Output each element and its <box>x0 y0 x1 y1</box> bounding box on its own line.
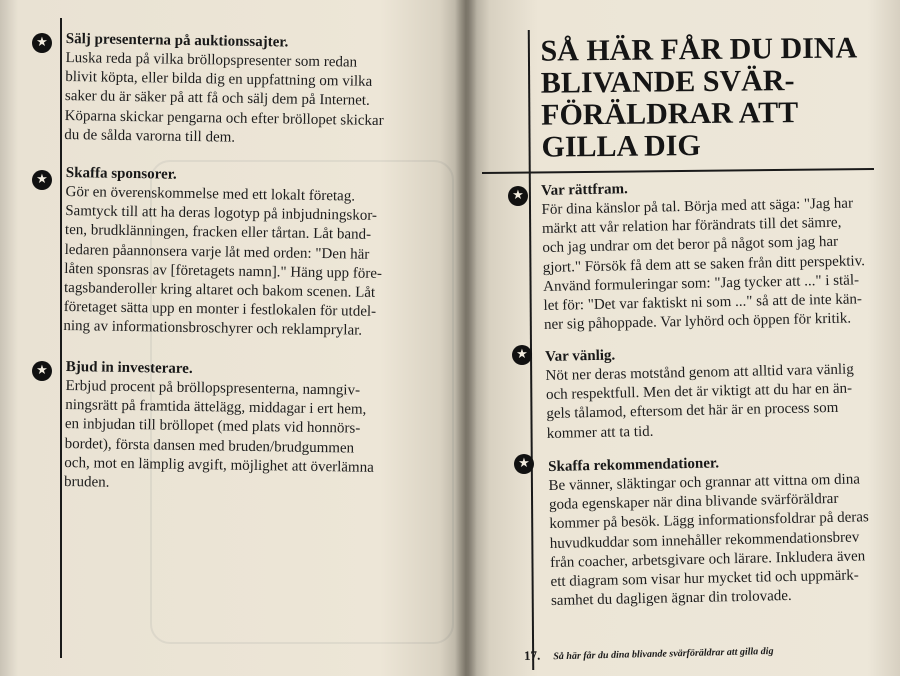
body-line: bordet), första dansen med bruden/brudgummen <box>64 435 355 457</box>
section-be-kind <box>545 341 872 444</box>
section-body <box>541 194 869 335</box>
body-line: Samtyck till att ha deras logotyp på inbjudningskor- <box>65 203 378 225</box>
left-vertical-rule <box>60 18 62 658</box>
star-bullet-icon: ★ <box>514 454 534 474</box>
body-line: och respektfull. Men det är viktigt att du har en än- <box>545 380 853 404</box>
body-line: huvudkuddar som innehåller rekommendationsbrev <box>549 529 860 552</box>
body-line: tagsbanderoller kring altaret och bakom scenen. Låt <box>63 280 376 301</box>
star-bullet-icon: ★ <box>32 170 52 190</box>
body-line: och jag undrar om det beror på något som jag har <box>542 234 839 257</box>
body-line: Erbjud procent på bröllopspresenterna, namngiv- <box>65 377 361 399</box>
star-bullet-icon: ★ <box>508 186 528 206</box>
section-sponsors <box>63 164 426 342</box>
title-line: FÖRÄLDRAR ATT <box>540 95 799 132</box>
body-line: ledaren påannonsera varje låt med orden: "Den här <box>64 241 370 263</box>
body-line: saker du är säker på att få och sälj dem på Internet. <box>64 88 370 110</box>
section-body <box>545 360 872 444</box>
body-line: företaget sätta upp en monter i festlokalen för utdel- <box>63 299 377 321</box>
body-line: låten sponsras av [företagets namn]." Häng upp före- <box>64 260 383 282</box>
body-line: blivit köpta, eller bilda dig en uppfattning om vilka <box>65 69 373 91</box>
section-heading: Sälj presenterna på auktionssajter. <box>65 30 289 51</box>
body-line: en inbjudan till bröllopet (med plats vid honnörs- <box>64 416 361 438</box>
section-heading: Skaffa sponsorer. <box>65 164 177 183</box>
page-number: 17. <box>523 647 541 663</box>
body-line: ett diagram som visar hur mycket tid och uppmärk- <box>550 567 859 590</box>
section-body <box>63 183 425 342</box>
title-line: SÅ HÄR FÅR DU DINA <box>540 31 858 68</box>
body-line: Nöt ner deras motstånd genom att alltid vara vänlig <box>545 361 854 384</box>
body-line: Luska reda på vilka bröllopspresenter som redan <box>65 49 358 71</box>
body-line: kommer på besök. Lägg informationsfoldrar på deras <box>549 509 869 533</box>
section-be-direct <box>541 175 869 335</box>
body-line: ten, brudklänningen, fracken eller tårtan. Låt band- <box>64 222 372 244</box>
body-line: Be vänner, släktingar och grannar att vittna om dina <box>548 471 861 494</box>
body-line: märkt att vår relation har förändrats till det sämre, <box>541 214 842 238</box>
body-line: samhet du dagligen ägnar din trolovade. <box>550 588 792 610</box>
body-line: ningsrätt på framtida ättelägg, middagar i ert hem, <box>65 397 367 418</box>
body-line: kommer att ta tid. <box>546 423 654 442</box>
section-heading: Bjud in investerare. <box>65 358 193 377</box>
section-heading: Skaffa rekommendationer. <box>548 455 720 475</box>
section-heading: Var vänlig. <box>545 347 616 365</box>
body-line: du de sålda varorna till dem. <box>64 126 236 146</box>
body-line: let för: "Det var faktiskt ni som ..." så att de inte kän- <box>543 291 863 314</box>
title-line: BLIVANDE SVÄR- <box>540 64 795 100</box>
section-recommendations <box>548 451 876 611</box>
body-line: Köparna skickar pengarna och efter bröllopet skickar <box>64 107 384 129</box>
section-body <box>64 49 425 151</box>
body-line: För dina känslor på tal. Börja med att säga: "Jag har <box>541 195 854 218</box>
body-line: Gör en överenskommelse med ett lokalt företag. <box>65 183 356 205</box>
body-line: goda egenskaper när dina blivande svärföräldrar <box>548 491 839 514</box>
body-line: och, mot en lämplig avgift, möjlighet att överlämna <box>64 454 374 476</box>
section-body <box>548 470 876 611</box>
body-line: Använd formuleringar som: "Jag tycker att ..." i stäl- <box>543 272 860 295</box>
book-gutter <box>455 0 477 676</box>
section-heading: Var rättfram. <box>541 181 628 199</box>
star-bullet-icon: ★ <box>32 361 52 381</box>
section-body <box>64 377 426 498</box>
star-bullet-icon: ★ <box>32 33 52 53</box>
body-line: gjort." Försök få dem att se saken från ditt perspektiv. <box>542 252 866 276</box>
running-head: Så här får du dina blivande svärföräldrar att gilla dig <box>553 645 774 663</box>
section-investors <box>64 358 426 498</box>
body-line: bruden. <box>63 474 110 491</box>
section-sell-gifts <box>64 30 426 151</box>
star-bullet-icon: ★ <box>512 345 532 365</box>
title-line: GILLA DIG <box>541 129 701 164</box>
body-line: från coacher, arbetsgivare och lärare. Inkludera även <box>550 548 866 571</box>
body-line: ner sig påhoppade. Var lyhörd och öppen för kritik. <box>543 310 852 334</box>
body-line: ning av informationsbroschyrer och reklamprylar. <box>63 318 363 340</box>
body-line: gels tålamod, eftersom det här är en process som <box>546 400 839 423</box>
chapter-title <box>540 32 861 163</box>
